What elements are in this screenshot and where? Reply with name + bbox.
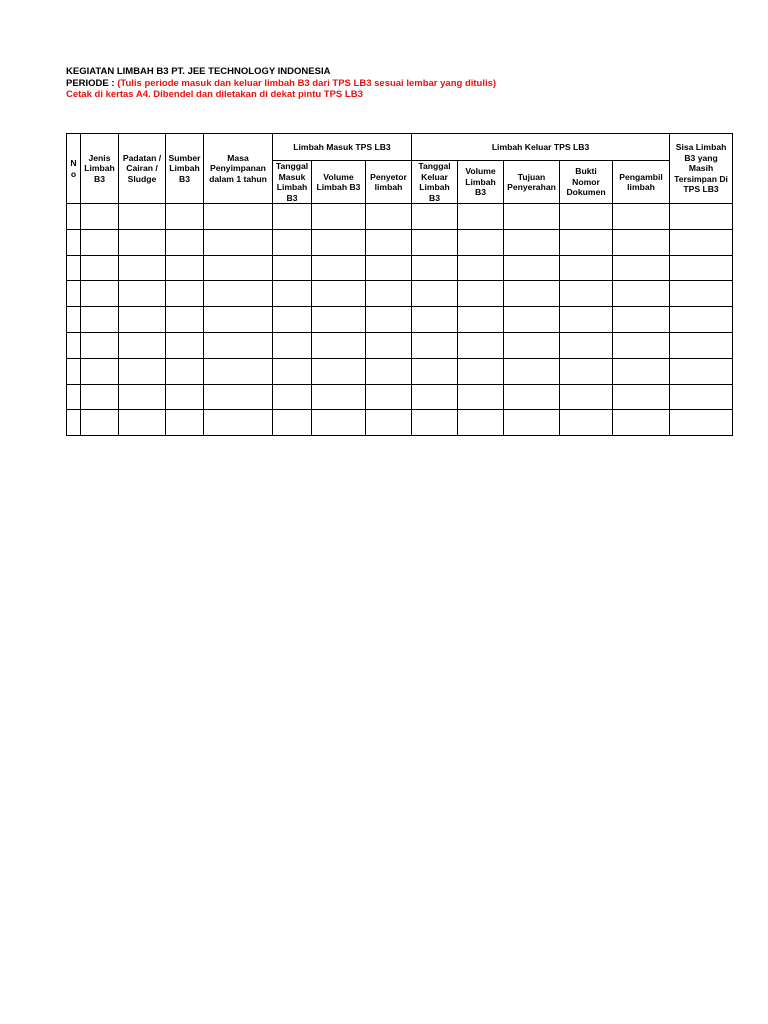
table-cell [366, 204, 412, 230]
table-cell [458, 358, 504, 384]
table-cell [273, 332, 312, 358]
table-cell [613, 358, 670, 384]
table-cell [166, 332, 204, 358]
table-cell [366, 229, 412, 255]
table-cell [119, 307, 166, 333]
table-cell [670, 281, 733, 307]
table-cell [504, 332, 560, 358]
table-cell [204, 358, 273, 384]
table-cell [560, 255, 613, 281]
table-cell [504, 384, 560, 410]
table-cell [67, 281, 81, 307]
table-cell [366, 281, 412, 307]
table-cell [670, 229, 733, 255]
table-row [67, 307, 733, 333]
col-header-no: N o [67, 134, 81, 204]
col-group-keluar: Limbah Keluar TPS LB3 [412, 134, 670, 161]
table-cell [273, 229, 312, 255]
table-cell [458, 384, 504, 410]
table-cell [366, 255, 412, 281]
table-cell [312, 358, 366, 384]
table-cell [366, 332, 412, 358]
table-cell [67, 307, 81, 333]
table-cell [458, 332, 504, 358]
table-cell [504, 255, 560, 281]
col-header-jenis: Jenis Limbah B3 [81, 134, 119, 204]
table-cell [458, 204, 504, 230]
table-cell [670, 307, 733, 333]
table-row [67, 255, 733, 281]
table-row [67, 358, 733, 384]
col-header-sisa: Sisa Limbah B3 yang Masih Tersimpan Di TPS LB3 [670, 134, 733, 204]
table-row [67, 281, 733, 307]
table-cell [560, 229, 613, 255]
table-cell [67, 204, 81, 230]
table-cell [458, 307, 504, 333]
table-cell [273, 204, 312, 230]
table-cell [312, 332, 366, 358]
table-cell [670, 255, 733, 281]
col-header-bukti: Bukti Nomor Dokumen [560, 161, 613, 204]
table-cell [166, 204, 204, 230]
table-cell [613, 332, 670, 358]
table-row [67, 384, 733, 410]
periode-line [66, 78, 496, 90]
table-row [67, 332, 733, 358]
table-cell [312, 307, 366, 333]
table-cell [204, 204, 273, 230]
table-cell [67, 229, 81, 255]
table-cell [166, 229, 204, 255]
col-header-volume-masuk: Volume Limbah B3 [312, 161, 366, 204]
table-cell [204, 281, 273, 307]
table-cell [504, 281, 560, 307]
table-cell [412, 384, 458, 410]
table-cell [312, 229, 366, 255]
table-body [67, 204, 733, 436]
table-cell [67, 255, 81, 281]
table-cell [67, 410, 81, 436]
table-cell [204, 332, 273, 358]
col-header-masa: Masa Penyimpanan dalam 1 tahun [204, 134, 273, 204]
table-cell [366, 307, 412, 333]
table-cell [613, 255, 670, 281]
table-cell [458, 255, 504, 281]
table-cell [81, 410, 119, 436]
table-cell [670, 410, 733, 436]
table-cell [119, 358, 166, 384]
col-header-tanggal-masuk: Tanggal Masuk Limbah B3 [273, 161, 312, 204]
table-cell [119, 281, 166, 307]
col-header-padatan: Padatan / Cairan / Sludge [119, 134, 166, 204]
table-cell [312, 281, 366, 307]
table-cell [312, 204, 366, 230]
table-cell [458, 229, 504, 255]
table-cell [560, 332, 613, 358]
table-cell [670, 358, 733, 384]
table-cell [166, 255, 204, 281]
table-cell [81, 204, 119, 230]
table-cell [504, 204, 560, 230]
table-cell [613, 204, 670, 230]
table-cell [613, 229, 670, 255]
table-cell [81, 384, 119, 410]
table-cell [412, 281, 458, 307]
table-cell [204, 410, 273, 436]
table-cell [613, 384, 670, 410]
table-cell [81, 332, 119, 358]
table-row [67, 410, 733, 436]
col-group-masuk: Limbah Masuk TPS LB3 [273, 134, 412, 161]
table-cell [166, 410, 204, 436]
col-header-pengambil: Pengambil limbah [613, 161, 670, 204]
table-cell [560, 410, 613, 436]
table-cell [412, 358, 458, 384]
table-cell [67, 384, 81, 410]
table-cell [204, 307, 273, 333]
table-cell [273, 281, 312, 307]
waste-log-table [66, 133, 733, 436]
table-cell [81, 229, 119, 255]
table-cell [67, 332, 81, 358]
table-cell [504, 410, 560, 436]
table-cell [412, 204, 458, 230]
table-cell [81, 307, 119, 333]
table-cell [312, 384, 366, 410]
table-cell [119, 410, 166, 436]
table-cell [67, 358, 81, 384]
table-cell [81, 255, 119, 281]
table-cell [119, 384, 166, 410]
table-cell [504, 358, 560, 384]
col-header-tujuan: Tujuan Penyerahan [504, 161, 560, 204]
table-cell [366, 358, 412, 384]
table-cell [81, 281, 119, 307]
table-cell [366, 384, 412, 410]
table-cell [670, 204, 733, 230]
table-cell [119, 332, 166, 358]
table-cell [613, 281, 670, 307]
table-cell [412, 410, 458, 436]
document-header [66, 66, 496, 101]
table-cell [273, 255, 312, 281]
table-cell [204, 229, 273, 255]
table-cell [504, 307, 560, 333]
table-cell [366, 410, 412, 436]
table-cell [560, 204, 613, 230]
table-cell [560, 358, 613, 384]
table-cell [204, 384, 273, 410]
table-cell [312, 410, 366, 436]
periode-label: PERIODE : [66, 77, 118, 89]
table-row [67, 204, 733, 230]
table-cell [670, 384, 733, 410]
table-cell [458, 410, 504, 436]
table-cell [613, 307, 670, 333]
table-cell [560, 384, 613, 410]
table-cell [273, 410, 312, 436]
print-instruction: Cetak di kertas A4. Dibendel dan diletakan di dekat pintu TPS LB3 [66, 89, 363, 100]
table-cell [504, 229, 560, 255]
table-cell [204, 255, 273, 281]
table-cell [273, 384, 312, 410]
table-cell [166, 384, 204, 410]
table-row [67, 229, 733, 255]
col-header-tanggal-keluar: Tanggal Keluar Limbah B3 [412, 161, 458, 204]
table-cell [670, 332, 733, 358]
header-row-1 [67, 134, 733, 161]
table-cell [412, 229, 458, 255]
table-cell [166, 358, 204, 384]
col-header-penyetor: Penyetor limbah [366, 161, 412, 204]
col-header-volume-keluar: Volume Limbah B3 [458, 161, 504, 204]
table-cell [273, 358, 312, 384]
table-cell [312, 255, 366, 281]
table-cell [412, 255, 458, 281]
table-cell [166, 307, 204, 333]
table-cell [119, 204, 166, 230]
table-cell [412, 307, 458, 333]
table-cell [613, 410, 670, 436]
periode-note: (Tulis periode masuk dan keluar limbah B3 dari TPS LB3 sesuai lembar yang ditulis) [117, 77, 497, 89]
table-cell [273, 307, 312, 333]
table-cell [166, 281, 204, 307]
col-header-sumber: Sumber Limbah B3 [166, 134, 204, 204]
table-cell [119, 229, 166, 255]
table-cell [119, 255, 166, 281]
document-title: KEGIATAN LIMBAH B3 PT. JEE TECHNOLOGY INDONESIA [66, 66, 331, 77]
table-cell [81, 358, 119, 384]
table-cell [458, 281, 504, 307]
table-cell [412, 332, 458, 358]
table-cell [560, 307, 613, 333]
table-cell [560, 281, 613, 307]
